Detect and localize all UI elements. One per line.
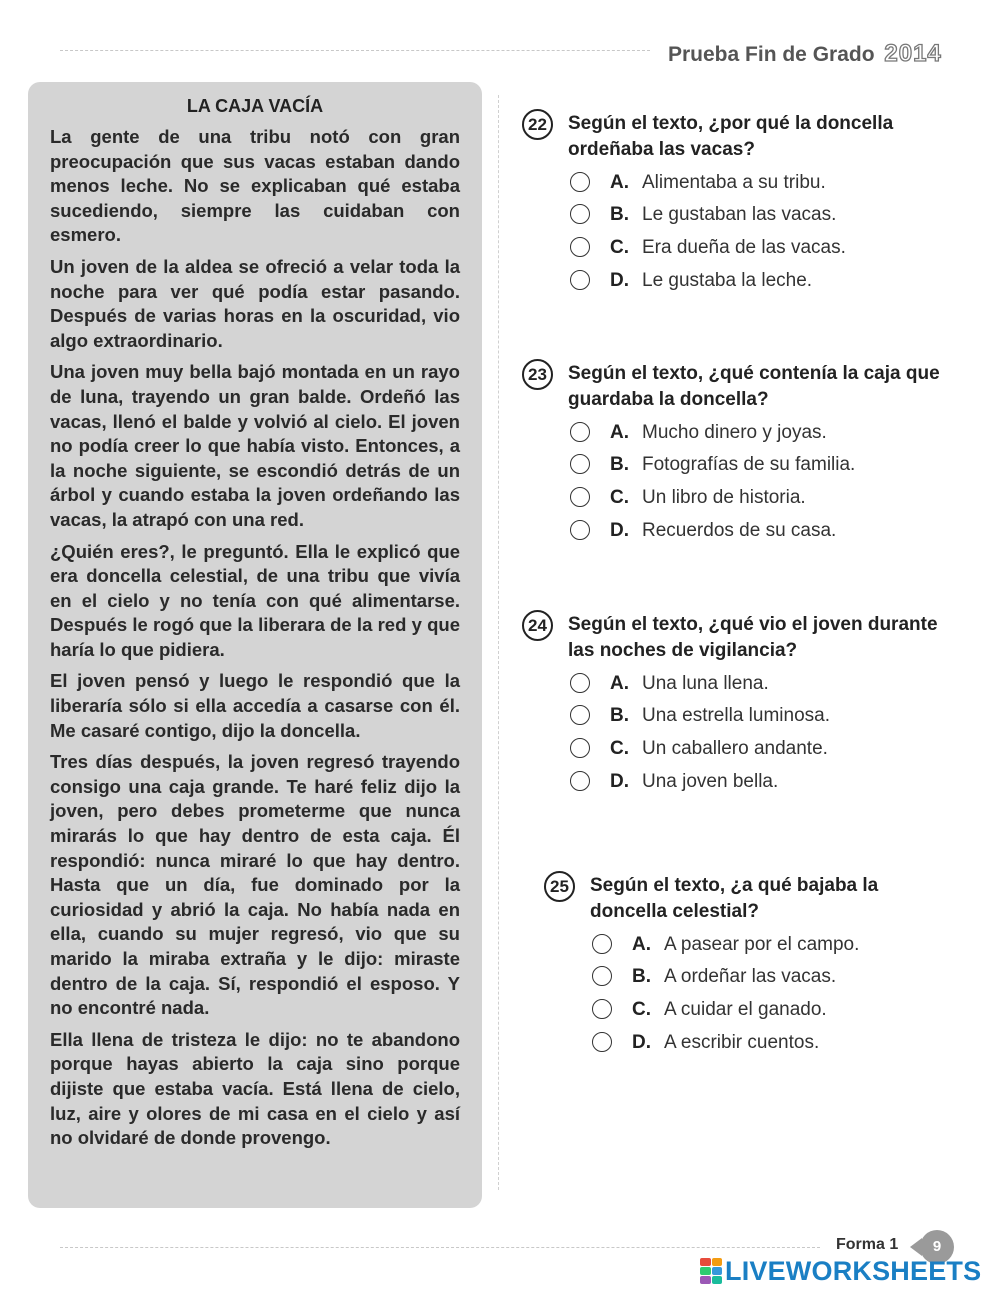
radio-button[interactable] <box>570 771 590 791</box>
passage-paragraph: Una joven muy bella bajó montada en un rayo de luna, trayendo un gran balde. Ordeñó las vacas, llenó el balde y volvió al cielo. El joven no podía creer lo que había visto. Entonces, a la noche siguiente, se escondió detrás de un árbol y cuando estaba la joven ordeñando las vacas, la atrapó con una red. <box>50 361 460 530</box>
question-number-badge: 22 <box>522 109 553 140</box>
option-text: A pasear por el campo. <box>664 934 860 955</box>
radio-button[interactable] <box>592 966 612 986</box>
option-letter: A. <box>632 934 651 955</box>
option-letter: C. <box>632 999 651 1020</box>
option-letter: A. <box>610 172 629 193</box>
header-title <box>668 40 942 68</box>
radio-button[interactable] <box>570 520 590 540</box>
passage-paragraph: Ella llena de tristeza le dijo: no te abandono porque hayas abierto la caja sino porque dijiste que estaba vacía. Está llena de cielo, luz, aire y olores de mi casa en el cielo y así no olvidaré de donde provengo. <box>50 1028 460 1149</box>
page-number-badge: 9 <box>920 1230 954 1264</box>
option-text: A cuidar el ganado. <box>664 999 827 1020</box>
question-number-badge: 24 <box>522 610 553 641</box>
form-label: Forma 1 <box>836 1236 899 1253</box>
question-text: Según el texto, ¿qué contenía la caja que guardaba la doncella? <box>568 363 940 410</box>
option-text: Le gustaban las vacas. <box>642 204 837 225</box>
radio-button[interactable] <box>570 172 590 192</box>
radio-button[interactable] <box>570 422 590 442</box>
passage-title: LA CAJA VACÍA <box>186 96 324 116</box>
radio-button[interactable] <box>570 673 590 693</box>
option-letter: A. <box>610 422 629 443</box>
option-letter: C. <box>610 237 629 258</box>
option-text: Un libro de historia. <box>642 487 806 508</box>
footer-divider <box>60 1247 820 1248</box>
question-text: Según el texto, ¿qué vio el joven durante las noches de vigilancia? <box>568 614 938 661</box>
option-letter: A. <box>610 673 629 694</box>
option-letter: B. <box>610 454 629 475</box>
radio-button[interactable] <box>570 237 590 257</box>
question-number-badge: 25 <box>544 871 575 902</box>
radio-button[interactable] <box>570 487 590 507</box>
radio-button[interactable] <box>592 1032 612 1052</box>
option-text: Un caballero andante. <box>642 738 828 759</box>
option-letter: D. <box>610 771 629 792</box>
radio-button[interactable] <box>570 270 590 290</box>
radio-button[interactable] <box>570 705 590 725</box>
option-letter: C. <box>610 738 629 759</box>
reading-passage <box>28 82 482 1208</box>
liveworksheets-logo-icon <box>700 1258 722 1284</box>
option-letter: D. <box>610 520 629 541</box>
radio-button[interactable] <box>592 999 612 1019</box>
question-text: Según el texto, ¿por qué la doncella ordeñaba las vacas? <box>568 113 894 160</box>
option-letter: D. <box>632 1032 651 1053</box>
passage-paragraph: La gente de una tribu notó con gran preocupación que sus vacas estaban dando menos leche. No se explicaban qué estaba sucediendo, siempre las cuidaban con esmero. <box>50 126 460 246</box>
option-letter: D. <box>610 270 629 291</box>
option-text: Una luna llena. <box>642 673 769 694</box>
passage-paragraph: Un joven de la aldea se ofreció a velar toda la noche para ver qué podía estar pasando. Después de varias horas en la oscuridad, vio algo extraordinario. <box>50 255 460 351</box>
option-text: Recuerdos de su casa. <box>642 520 837 541</box>
option-text: Mucho dinero y joyas. <box>642 422 827 443</box>
question-number-badge: 23 <box>522 359 553 390</box>
option-text: Era dueña de las vacas. <box>642 237 846 258</box>
option-text: Fotografías de su familia. <box>642 454 856 475</box>
header-title-text: Prueba Fin de Grado <box>668 43 875 66</box>
option-text: Una joven bella. <box>642 771 779 792</box>
option-letter: C. <box>610 487 629 508</box>
option-text: Alimentaba a su tribu. <box>642 172 826 193</box>
passage-paragraph: ¿Quién eres?, le preguntó. Ella le explicó que era doncella celestial, de una tribu que vivía en el cielo y no tenía con qué alimentarse. Después le rogó que la liberara de la red y que haría lo que pidiera. <box>50 540 460 660</box>
option-text: A ordeñar las vacas. <box>664 966 837 987</box>
option-text: A escribir cuentos. <box>664 1032 820 1053</box>
radio-button[interactable] <box>592 934 612 954</box>
radio-button[interactable] <box>570 454 590 474</box>
option-text: Una estrella luminosa. <box>642 705 830 726</box>
passage-paragraph: El joven pensó y luego le respondió que la liberaría sólo si ella accedía a casarse con él. Me casaré contigo, dijo la doncella. <box>50 670 460 741</box>
liveworksheets-brand: LIVEWORKSHEETS <box>725 1256 982 1286</box>
column-divider <box>498 95 499 1190</box>
option-letter: B. <box>610 204 629 225</box>
option-letter: B. <box>632 966 651 987</box>
header-year: 2014 <box>884 40 942 67</box>
header-divider <box>60 50 650 51</box>
passage-paragraph: Tres días después, la joven regresó trayendo consigo una caja grande. Te haré feliz dijo la joven, pero debes prometerme que nunca mirarás lo que hay dentro de esta caja. Él respondió: nunca miraré lo que hay dentro. Hasta que un día, fue dominado por la curiosidad y abrió la caja. No había nada en ella, cuando su mujer regresó, vio que su marido la miraba extraña y le dijo: miraste dentro de la caja. Sí, respondió el esposo. Y no encontré nada. <box>50 751 460 1019</box>
option-text: Le gustaba la leche. <box>642 270 813 291</box>
option-letter: B. <box>610 705 629 726</box>
radio-button[interactable] <box>570 204 590 224</box>
question-text: Según el texto, ¿a qué bajaba la doncella celestial? <box>590 875 879 922</box>
radio-button[interactable] <box>570 738 590 758</box>
